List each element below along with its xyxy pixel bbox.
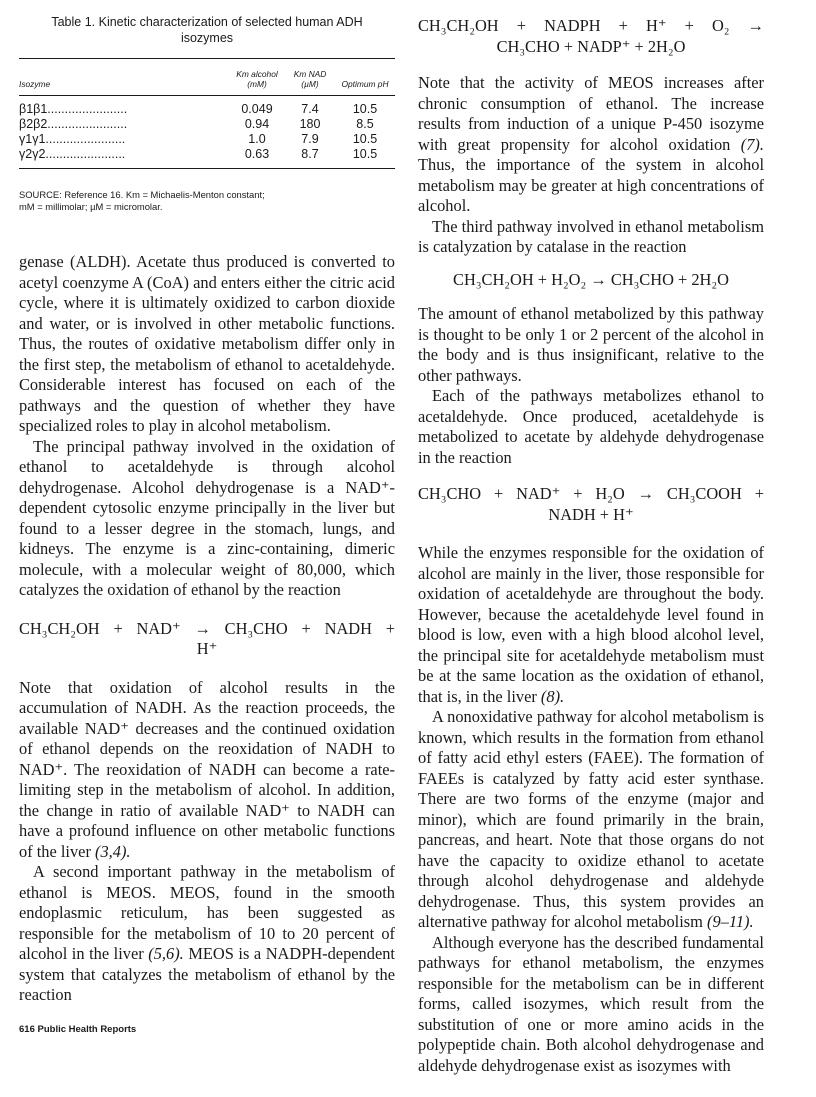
equation-adh-line1: CH₃CH₂OH + NAD⁺ → CH₃CHO + NADH + bbox=[19, 618, 395, 638]
source-line1: SOURCE: Reference 16. Km = Michaelis-Menton constant; bbox=[19, 189, 265, 200]
paragraph-meos-activity-text-a: Note that the activity of MEOS increases after chronic consumption of ethanol. The increase results from induction of a unique P-450 isozyme with great propensity for alcohol oxidation bbox=[418, 73, 764, 154]
cell-km-nad: 180 bbox=[299, 117, 321, 131]
equation-aldh-line1: CH₃CHO + NAD⁺ + H₂O → CH₃COOH + bbox=[418, 484, 764, 503]
journal-name: Public Health Reports bbox=[37, 1024, 137, 1035]
cell-isozyme: γ1γ1....................... bbox=[19, 132, 126, 146]
paragraph-enzyme-location-text: While the enzymes responsible for the oxidation of alcohol are mainly in the liver, those responsible for oxidation of acetaldehyde are throughout the body. However, because the acetaldehyde level found in blood is low, even with a high blood alcohol level, the principal site for acetaldehyde metabolism must be at the same location as the oxidation of ethanol, that is, in the liver bbox=[418, 543, 764, 706]
table-row bbox=[19, 132, 395, 147]
page-footer bbox=[19, 1024, 136, 1035]
page-number: 616 bbox=[19, 1024, 35, 1035]
table-title-line1: Table 1. Kinetic characterization of selected human ADH bbox=[51, 15, 363, 29]
paragraph-meos-text-a: A second important pathway in the metabolism of ethanol is MEOS. MEOS, found in the smooth endoplasmic reticulum, has been suggested as responsible for the metabolism of 10 to 20 percent of alcohol in the liver bbox=[19, 862, 395, 963]
header-km-nad bbox=[285, 69, 335, 95]
cell-optimum-ph: 8.5 bbox=[356, 117, 374, 131]
equation-meos-line1: CH₃CH₂OH + NADPH + H⁺ + O₂ → bbox=[418, 16, 764, 35]
equation-catalase: CH₃CH₂OH + H₂O₂ → CH₃CHO + 2H₂O bbox=[453, 269, 729, 289]
cell-optimum-ph: 10.5 bbox=[352, 147, 378, 161]
table-bottom-rule bbox=[19, 168, 395, 169]
cell-km-nad: 7.4 bbox=[301, 102, 319, 116]
header-km-nad-line1: Km NAD bbox=[293, 69, 327, 79]
cell-km-alcohol: 0.94 bbox=[244, 117, 270, 131]
paragraph-catalase-amount: The amount of ethanol metabolized by this pathway is thought to be only 1 or 2 percent of the alcohol in the body and is thus insignificant, relative to the other pathways. bbox=[418, 304, 764, 385]
paragraph-meos-activity-text-b: Thus, the importance of the system in alcohol metabolism may be greater at high concentrations of alcohol. bbox=[418, 155, 764, 215]
paragraph-nadh-text: Note that oxidation of alcohol results in the accumulation of NADH. As the reaction proceeds, the available NAD⁺ decreases and the continued oxidation of ethanol depends on the reoxidation of NADH to NAD⁺. The reoxidation of NADH can become a rate-limiting step in the metabolism of alcohol. In addition, the change in ratio of available NAD⁺ to NADH can have a profound influence on other metabolic functions of the liver bbox=[19, 677, 395, 861]
citation-9-11: (9–11). bbox=[707, 912, 754, 931]
table-header-rule bbox=[19, 95, 395, 96]
citation-7: (7). bbox=[740, 134, 764, 154]
paragraph-nadh-accumulation bbox=[19, 678, 395, 863]
cell-optimum-ph: 10.5 bbox=[352, 132, 378, 146]
cell-km-alcohol: 0.049 bbox=[241, 102, 273, 116]
paragraph-meos bbox=[19, 862, 395, 1006]
table-1 bbox=[19, 14, 395, 213]
citation-5-6: (5,6). bbox=[148, 944, 184, 963]
cell-optimum-ph: 10.5 bbox=[352, 102, 378, 116]
paragraph-isozymes: Although everyone has the described fundamental pathways for ethanol metabolism, the enzymes responsible for the metabolism can be in different forms, called isozymes, which result from the substitution of one or more amino acids in the polypeptide chain. Both alcohol dehydrogenase and aldehyde dehydrogenase exist as isozymes with bbox=[418, 932, 764, 1075]
paragraph-nonoxidative bbox=[418, 707, 764, 933]
cell-km-nad: 7.9 bbox=[301, 132, 319, 146]
cell-isozyme: β1β1....................... bbox=[19, 102, 128, 116]
header-km-alcohol-line2: (mM) bbox=[247, 79, 267, 89]
table-source-note bbox=[19, 189, 395, 213]
paragraph-acetaldehyde: Each of the pathways metabolizes ethanol to acetaldehyde. Once produced, acetaldehyde is metabolized to acetate by aldehyde dehydrogenase in the reaction bbox=[418, 386, 764, 467]
cell-isozyme: β2β2....................... bbox=[19, 117, 128, 131]
table-row bbox=[19, 147, 395, 162]
header-km-alcohol-line1: Km alcohol bbox=[236, 69, 278, 79]
table-top-rule bbox=[19, 58, 395, 59]
citation-3-4: (3,4). bbox=[95, 841, 131, 861]
kinetic-table bbox=[19, 69, 395, 169]
cell-km-alcohol: 1.0 bbox=[248, 132, 266, 146]
table-row bbox=[19, 102, 395, 117]
left-column bbox=[19, 252, 395, 1006]
cell-km-alcohol: 0.63 bbox=[244, 147, 270, 161]
paragraph-enzyme-location bbox=[418, 543, 764, 707]
equation-aldh-line2: NADH + H⁺ bbox=[548, 504, 634, 524]
paragraph-principal-pathway: The principal pathway involved in the oxidation of ethanol to acetaldehyde is through alcohol dehydrogenase. Alcohol dehydrogenase is a NAD⁺-dependent cytosolic enzyme principally in the liver but found to a lesser degree in the stomach, lungs, and kidneys. The enzyme is a zinc-containing, dimeric molecule, with a molecular weight of 80,000, which catalyzes the oxidation of ethanol by the reaction bbox=[19, 436, 395, 599]
table-title bbox=[19, 14, 395, 46]
header-km-alcohol bbox=[229, 69, 285, 95]
paragraph-nonoxidative-text: A nonoxidative pathway for alcohol metabolism is known, which results in the formation from ethanol of fatty acid ethyl esters (FAEE). The formation of FAEEs is catalyzed by fatty acid ester synthase. There are two forms of the enzyme (major and minor), which are found primarily in the brain, pancreas, and heart. Note that those organs do not have the capacity to oxidize ethanol to acetate through alcohol dehydrogenase and aldehyde dehydrogenase. Thus, this system provides an alternative pathway for alcohol metabolism bbox=[418, 707, 764, 931]
header-optimum-ph: Optimum pH bbox=[341, 79, 389, 89]
paragraph-aldh: genase (ALDH). Acetate thus produced is converted to acetyl coenzyme A (CoA) and enters either the citric acid cycle, where it is ultimately oxidized to carbon dioxide and water, or is involved in other metabolic functions. Thus, the routes of oxidative metabolism differ only in the first step, the metabolism of ethanol to acetaldehyde. Considerable interest has focused on each of the pathways and the question of whether they have specialized roles to play in alcohol metabolism. bbox=[19, 252, 395, 435]
paragraph-meos-activity bbox=[418, 73, 764, 217]
paragraph-meos-text-b: MEOS is a NADPH-dependent system that catalyzes the metabolism of ethanol by the reaction bbox=[19, 944, 395, 1004]
cell-km-nad: 8.7 bbox=[301, 147, 319, 161]
paragraph-catalase: The third pathway involved in ethanol metabolism is catalyzation by catalase in the reaction bbox=[418, 216, 764, 256]
table-title-line2: isozymes bbox=[180, 31, 234, 45]
right-column bbox=[418, 16, 764, 1076]
citation-8: (8). bbox=[540, 686, 565, 706]
table-header-row bbox=[19, 69, 395, 95]
table-row bbox=[19, 117, 395, 132]
header-km-nad-line2: (µM) bbox=[301, 79, 319, 89]
source-line2: mM = millimolar; µM = micromolar. bbox=[19, 201, 163, 212]
equation-meos-line2: CH₃CHO + NADP⁺ + 2H₂O bbox=[496, 36, 686, 56]
header-isozyme: Isozyme bbox=[19, 79, 51, 89]
equation-adh-line2: H⁺ bbox=[196, 639, 218, 658]
cell-isozyme: γ2γ2....................... bbox=[19, 147, 126, 161]
